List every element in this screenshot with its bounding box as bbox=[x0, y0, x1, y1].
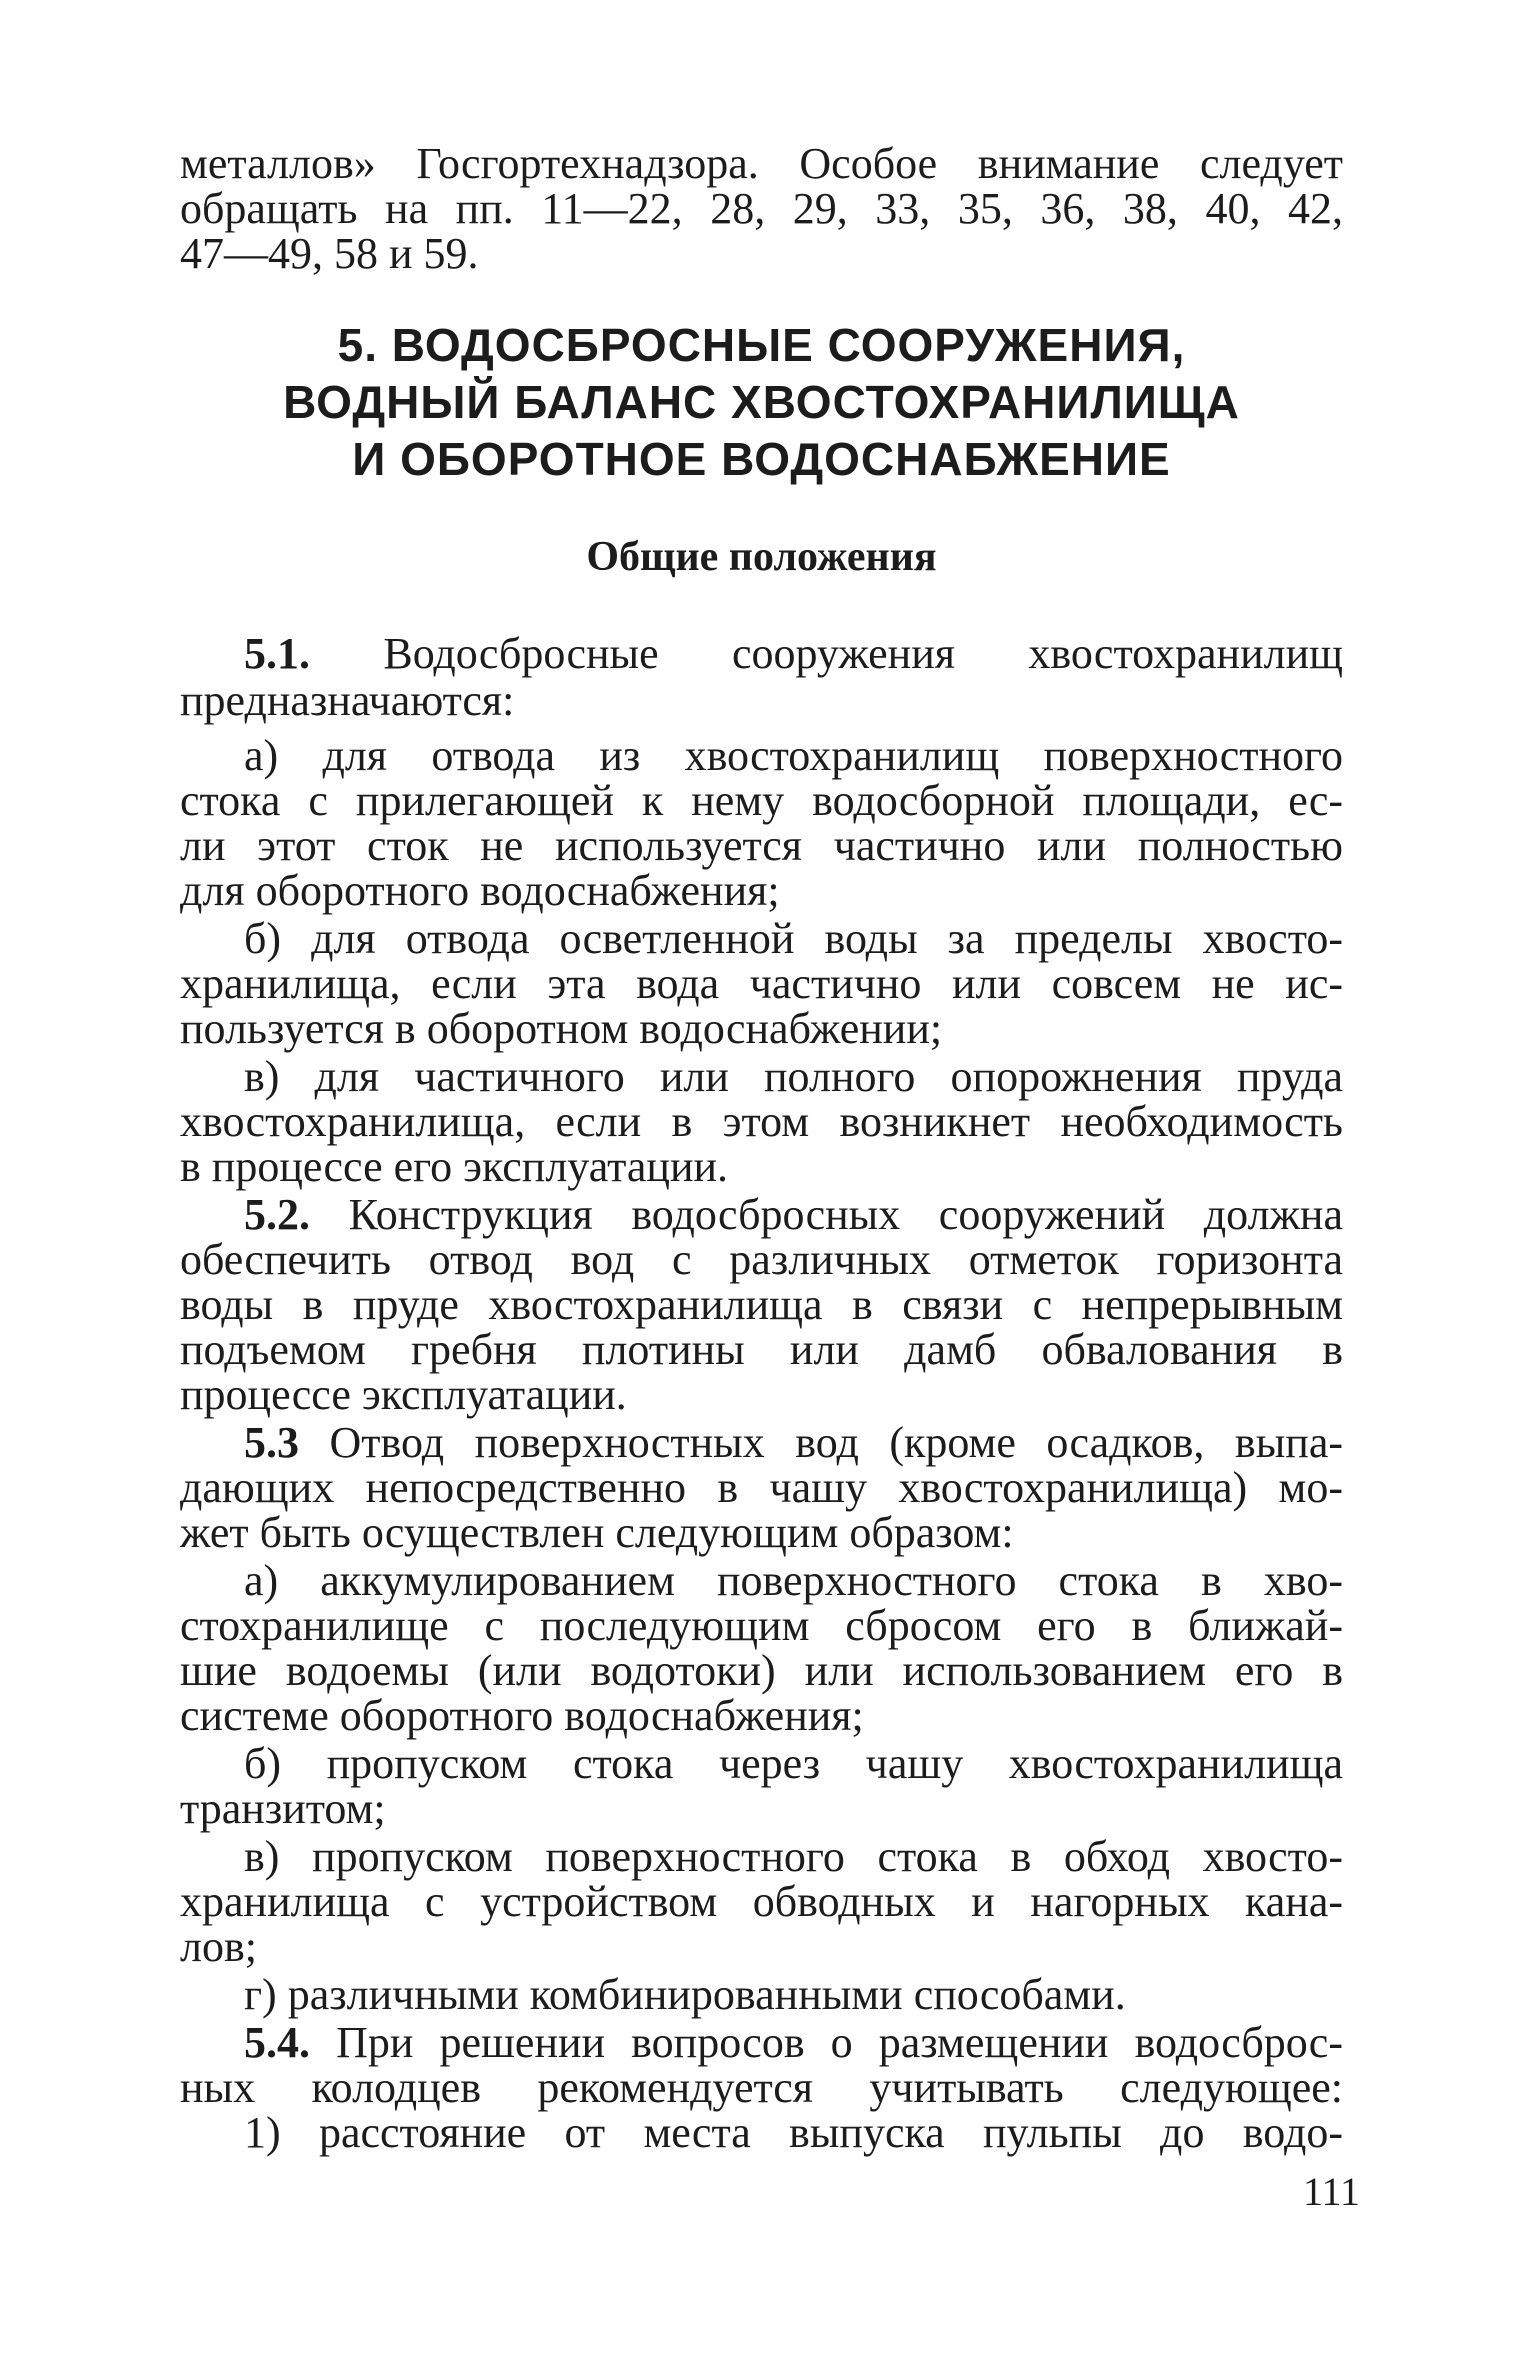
section-title-line: 5. ВОДОСБРОСНЫЕ СООРУЖЕНИЯ, bbox=[337, 319, 1186, 371]
paragraph-number: 5.3 bbox=[244, 1418, 299, 1467]
item-c-line: лов; bbox=[180, 1922, 257, 1971]
paragraph-5-4-line: ных колодцев рекомендуется учитывать следующее: bbox=[180, 2063, 1343, 2112]
intro-line: металлов» Госгортехнадзора. Особое внимание следует bbox=[180, 139, 1343, 188]
subsection-title: Общие положения bbox=[586, 534, 937, 580]
item-1-line: 1) расстояние от места выпуска пульпы до водо- bbox=[244, 2108, 1343, 2157]
paragraph-5-2-line: процессе эксплуатации. bbox=[180, 1370, 627, 1419]
item-c-line: в процессе его эксплуатации. bbox=[180, 1142, 729, 1191]
item-a-line: а) аккумулированием поверхностного стока в хво- bbox=[244, 1556, 1343, 1605]
paragraph-5-3-line: дающих непосредственно в чашу хвостохранилища) мо- bbox=[180, 1463, 1343, 1512]
paragraph-5-2-first: 5.2. Конструкция водосбросных сооружений должна bbox=[244, 1190, 1344, 1239]
item-a-line: стока с прилегающей к нему водосборной площади, ес- bbox=[180, 776, 1343, 825]
item-b-line: хранилища, если эта вода частично или совсем не ис- bbox=[180, 959, 1343, 1008]
paragraph-5-4-first: 5.4. При решении вопросов о размещении водосброс- bbox=[244, 2018, 1343, 2067]
item-c-line: в) пропуском поверхностного стока в обход хвосто- bbox=[244, 1832, 1343, 1881]
paragraph-number: 5.1. bbox=[244, 629, 310, 678]
item-a-line: шие водоемы (или водотоки) или использованием его в bbox=[180, 1646, 1343, 1695]
item-b-line: б) для отвода осветленной воды за пределы хвосто- bbox=[244, 914, 1343, 963]
item-a-line: стохранилище с последующим сбросом его в ближай- bbox=[180, 1601, 1343, 1650]
paragraph-number: 5.4. bbox=[244, 2018, 310, 2067]
item-b-line: транзитом; bbox=[180, 1784, 386, 1833]
paragraph-5-3-first: 5.3 Отвод поверхностных вод (кроме осадков, выпа- bbox=[244, 1418, 1344, 1467]
item-b-line: пользуется в оборотном водоснабжении; bbox=[180, 1004, 943, 1053]
item-c-line: хранилища с устройством обводных и нагорных кана- bbox=[180, 1877, 1343, 1926]
item-d-line: г) различными комбинированными способами. bbox=[244, 1970, 1126, 2019]
item-a-line: для оборотного водоснабжения; bbox=[180, 866, 780, 915]
page-number: 111 bbox=[1302, 2169, 1360, 2214]
paragraph-5-2-line: подъемом гребня плотины или дамб обвалования в bbox=[180, 1325, 1343, 1374]
paragraph-5-1-line: предназначаются: bbox=[180, 676, 515, 725]
item-b-line: б) пропуском стока через чашу хвостохранилища bbox=[244, 1739, 1343, 1788]
intro-line: обращать на пп. 11—22, 28, 29, 33, 35, 36, 38, 40, 42, bbox=[180, 184, 1343, 233]
section-title-line: И ОБОРОТНОЕ ВОДОСНАБЖЕНИЕ bbox=[352, 433, 1171, 485]
paragraph-5-2-line: воды в пруде хвостохранилища в связи с непрерывным bbox=[180, 1280, 1343, 1329]
item-a-line: ли этот сток не используется частично или полностью bbox=[180, 821, 1343, 870]
item-c-line: в) для частичного или полного опорожнения пруда bbox=[244, 1052, 1343, 1101]
item-a-line: а) для отвода из хвостохранилищ поверхностного bbox=[244, 731, 1343, 780]
paragraph-5-1-first: 5.1. Водосбросные сооружения хвостохранилищ bbox=[244, 629, 1344, 678]
item-c-line: хвостохранилища, если в этом возникнет необходимость bbox=[180, 1097, 1343, 1146]
intro-line: 47—49, 58 и 59. bbox=[180, 229, 479, 278]
paragraph-5-3-line: жет быть осуществлен следующим образом: bbox=[180, 1508, 1014, 1557]
paragraph-number: 5.2. bbox=[244, 1190, 310, 1239]
paragraph-5-2-line: обеспечить отвод вод с различных отметок горизонта bbox=[180, 1235, 1343, 1284]
section-title-line: ВОДНЫЙ БАЛАНС ХВОСТОХРАНИЛИЩА bbox=[283, 376, 1240, 428]
item-a-line: системе оборотного водоснабжения; bbox=[180, 1691, 864, 1740]
